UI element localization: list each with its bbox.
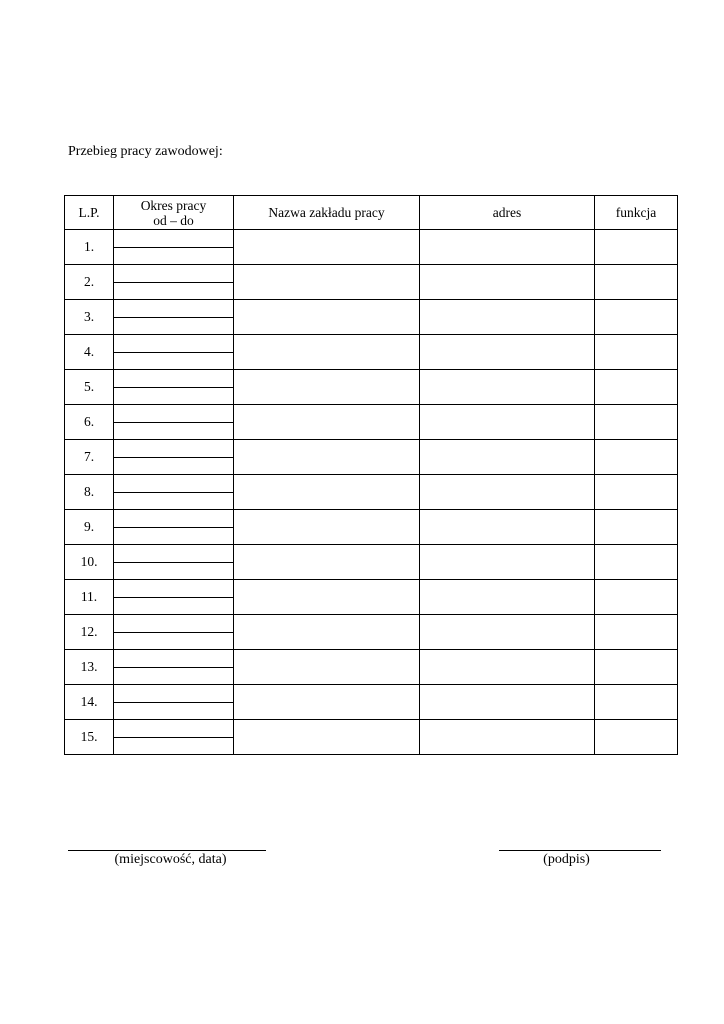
period-divider [114,492,233,493]
address-cell[interactable] [420,300,595,335]
address-cell[interactable] [420,475,595,510]
row-number: 7. [65,440,114,475]
address-cell[interactable] [420,440,595,475]
workplace-cell[interactable] [234,545,420,580]
address-cell[interactable] [420,230,595,265]
workplace-cell[interactable] [234,580,420,615]
address-cell[interactable] [420,615,595,650]
table-row [65,685,678,720]
function-cell[interactable] [595,300,678,335]
header-address: adres [420,196,595,230]
workplace-cell[interactable] [234,335,420,370]
table-header-row [65,196,678,230]
workplace-cell[interactable] [234,615,420,650]
period-divider [114,282,233,283]
address-cell[interactable] [420,685,595,720]
signature-line [499,850,661,851]
period-divider [114,422,233,423]
period-cell[interactable] [114,475,234,510]
table-row [65,650,678,685]
function-cell[interactable] [595,335,678,370]
workplace-cell[interactable] [234,370,420,405]
workplace-cell[interactable] [234,230,420,265]
row-number: 14. [65,685,114,720]
period-cell[interactable] [114,545,234,580]
address-cell[interactable] [420,545,595,580]
workplace-cell[interactable] [234,265,420,300]
period-cell[interactable] [114,580,234,615]
period-divider [114,317,233,318]
address-cell[interactable] [420,510,595,545]
table-row [65,475,678,510]
period-divider [114,667,233,668]
signature-label: (podpis) [543,852,590,867]
address-cell[interactable] [420,580,595,615]
period-divider [114,527,233,528]
work-history-table [64,195,678,755]
function-cell[interactable] [595,720,678,755]
place-date-line [68,850,266,851]
row-number: 8. [65,475,114,510]
row-number: 10. [65,545,114,580]
period-cell[interactable] [114,650,234,685]
header-lp: L.P. [65,196,114,230]
function-cell[interactable] [595,230,678,265]
period-divider [114,562,233,563]
row-number: 5. [65,370,114,405]
function-cell[interactable] [595,580,678,615]
function-cell[interactable] [595,545,678,580]
function-cell[interactable] [595,265,678,300]
row-number: 1. [65,230,114,265]
address-cell[interactable] [420,335,595,370]
table-row [65,440,678,475]
workplace-cell[interactable] [234,405,420,440]
period-divider [114,702,233,703]
period-cell[interactable] [114,230,234,265]
header-function: funkcja [595,196,678,230]
function-cell[interactable] [595,440,678,475]
row-number: 6. [65,405,114,440]
function-cell[interactable] [595,370,678,405]
table-row [65,370,678,405]
row-number: 2. [65,265,114,300]
period-cell[interactable] [114,335,234,370]
header-period-line2: od – do [153,212,194,228]
address-cell[interactable] [420,405,595,440]
row-number: 15. [65,720,114,755]
workplace-cell[interactable] [234,650,420,685]
workplace-cell[interactable] [234,685,420,720]
workplace-cell[interactable] [234,720,420,755]
period-divider [114,247,233,248]
period-cell[interactable] [114,265,234,300]
table-row [65,230,678,265]
address-cell[interactable] [420,650,595,685]
table-row [65,265,678,300]
table-row [65,510,678,545]
place-date-label: (miejscowość, data) [114,852,227,867]
period-divider [114,737,233,738]
address-cell[interactable] [420,265,595,300]
header-workplace: Nazwa zakładu pracy [234,196,420,230]
period-divider [114,352,233,353]
header-period [114,196,234,230]
period-cell[interactable] [114,685,234,720]
row-number: 11. [65,580,114,615]
function-cell[interactable] [595,615,678,650]
workplace-cell[interactable] [234,300,420,335]
function-cell[interactable] [595,475,678,510]
function-cell[interactable] [595,405,678,440]
table-row [65,405,678,440]
row-number: 3. [65,300,114,335]
function-cell[interactable] [595,650,678,685]
workplace-cell[interactable] [234,475,420,510]
period-cell[interactable] [114,615,234,650]
period-divider [114,597,233,598]
table-row [65,615,678,650]
function-cell[interactable] [595,685,678,720]
address-cell[interactable] [420,720,595,755]
row-number: 4. [65,335,114,370]
period-divider [114,632,233,633]
period-cell[interactable] [114,405,234,440]
form-heading: Przebieg pracy zawodowej: [68,144,223,159]
table-row [65,580,678,615]
row-number: 13. [65,650,114,685]
period-cell[interactable] [114,440,234,475]
period-cell[interactable] [114,720,234,755]
period-divider [114,457,233,458]
period-cell[interactable] [114,300,234,335]
table-row [65,335,678,370]
row-number: 12. [65,615,114,650]
function-cell[interactable] [595,510,678,545]
table-row [65,720,678,755]
header-period-line1: Okres pracy [140,197,207,213]
row-number: 9. [65,510,114,545]
table-row [65,300,678,335]
table-row [65,545,678,580]
workplace-cell[interactable] [234,510,420,545]
period-divider [114,387,233,388]
address-cell[interactable] [420,370,595,405]
workplace-cell[interactable] [234,440,420,475]
period-cell[interactable] [114,370,234,405]
period-cell[interactable] [114,510,234,545]
